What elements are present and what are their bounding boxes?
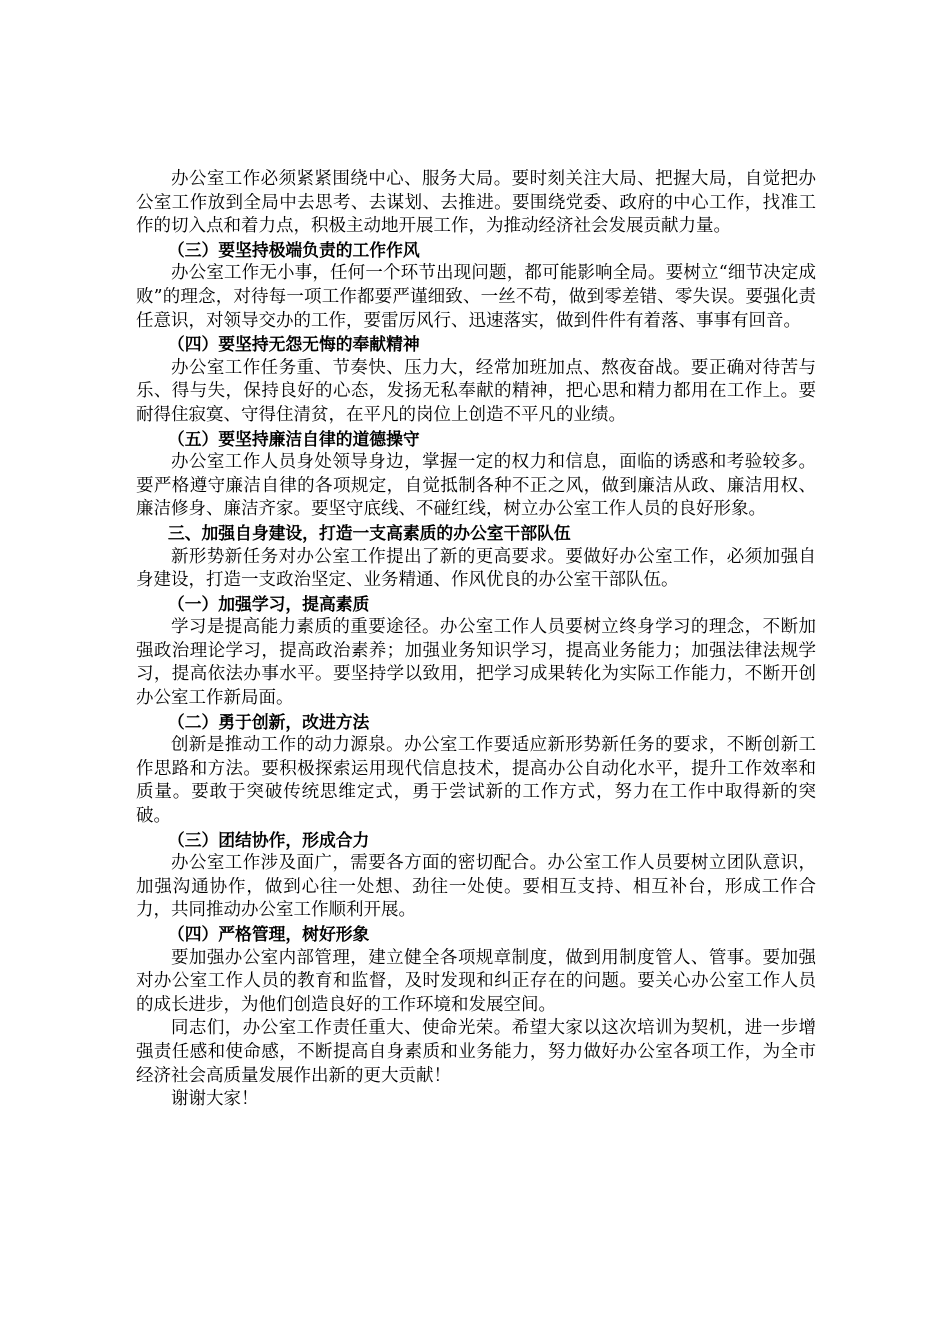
heading-responsible-work-style: （三）要坚持极端负责的工作作风 bbox=[167, 239, 420, 260]
paragraph-integrity-rules: 办公室工作人员身处领导身边，掌握一定的权力和信息，面临的诱惑和考验较多。要严格遵守廉洁自律的各项规定，自觉抵制各种不正之风，做到廉洁从政、廉洁用权、廉洁修身、廉洁齐家。要坚守底线、不碰红线，树立办公室工作人员的良好形象。 bbox=[136, 452, 816, 520]
heading-teamwork: （三）团结协作，形成合力 bbox=[167, 829, 370, 850]
paragraph-details-matter: 办公室工作无小事，任何一个环节出现问题，都可能影响全局。要树立“细节决定成败”的理念，对待每一项工作都要严谨细致、一丝不苟，做到零差错、零失误。要强化责任意识，对领导交办的工作，要雷厉风行、迅速落实，做到件件有着落、事事有回音。 bbox=[136, 263, 816, 331]
paragraph-closing-remarks: 同志们，办公室工作责任重大、使命光荣。希望大家以这次培训为契机，进一步增强责任感和使命感，不断提高自身素质和业务能力，努力做好办公室各项工作，为全市经济社会高质量发展作出新的更大贡献！ bbox=[136, 1018, 816, 1086]
paragraph-learning: 学习是提高能力素质的重要途径。办公室工作人员要树立终身学习的理念，不断加强政治理论学习，提高政治素养；加强业务知识学习，提高业务能力；加强法律法规学习，提高依法办事水平。要坚持学以致用，把学习成果转化为实际工作能力，不断开创办公室工作新局面。 bbox=[136, 617, 816, 709]
heading-section-three-self-building: 三、加强自身建设，打造一支高素质的办公室干部队伍 bbox=[167, 522, 571, 543]
paragraph-innovation: 创新是推动工作的动力源泉。办公室工作要适应新形势新任务的要求，不断创新工作思路和方法。要积极探索运用现代信息技术，提高办公自动化水平，提升工作效率和质量。要敢于突破传统思维定式，勇于尝试新的工作方式，努力在工作中取得新的突破。 bbox=[136, 735, 816, 827]
paragraph-teamwork: 办公室工作涉及面广，需要各方面的密切配合。办公室工作人员要树立团队意识，加强沟通协作，做到心往一处想、劲往一处使。要相互支持、相互补台，形成工作合力，共同推动办公室工作顺利开展。 bbox=[136, 853, 816, 921]
paragraph-office-centered-work: 办公室工作必须紧紧围绕中心、服务大局。要时刻关注大局、把握大局，自觉把办公室工作放到全局中去思考、去谋划、去推进。要围绕党委、政府的中心工作，找准工作的切入点和着力点，积极主动地开展工作，为推动经济社会发展贡献力量。 bbox=[136, 169, 816, 237]
paragraph-management: 要加强办公室内部管理，建立健全各项规章制度，做到用制度管人、管事。要加强对办公室工作人员的教育和监督，及时发现和纠正存在的问题。要关心办公室工作人员的成长进步，为他们创造良好的工作环境和发展空间。 bbox=[136, 947, 816, 1015]
heading-strict-management: （四）严格管理，树好形象 bbox=[167, 924, 370, 944]
paragraph-thanks: 谢谢大家！ bbox=[171, 1089, 259, 1110]
paragraph-heavy-workload: 办公室工作任务重、节奏快、压力大，经常加班加点、熬夜奋战。要正确对待苦与乐、得与失，保持良好的心态，发扬无私奉献的精神，把心思和精力都用在工作上。要耐得住寂寞、守得住清贫，在平凡的岗位上创造不平凡的业绩。 bbox=[136, 357, 816, 425]
paragraph-new-requirements: 新形势新任务对办公室工作提出了新的更高要求。要做好办公室工作，必须加强自身建设，打造一支政治坚定、业务精通、作风优良的办公室干部队伍。 bbox=[136, 546, 816, 591]
heading-dedication-spirit: （四）要坚持无怨无悔的奉献精神 bbox=[167, 334, 420, 355]
heading-strengthen-learning: （一）加强学习，提高素质 bbox=[167, 593, 370, 614]
heading-innovation: （二）勇于创新，改进方法 bbox=[167, 711, 370, 732]
document-page bbox=[136, 168, 816, 1112]
heading-integrity-ethics: （五）要坚持廉洁自律的道德操守 bbox=[167, 428, 420, 449]
